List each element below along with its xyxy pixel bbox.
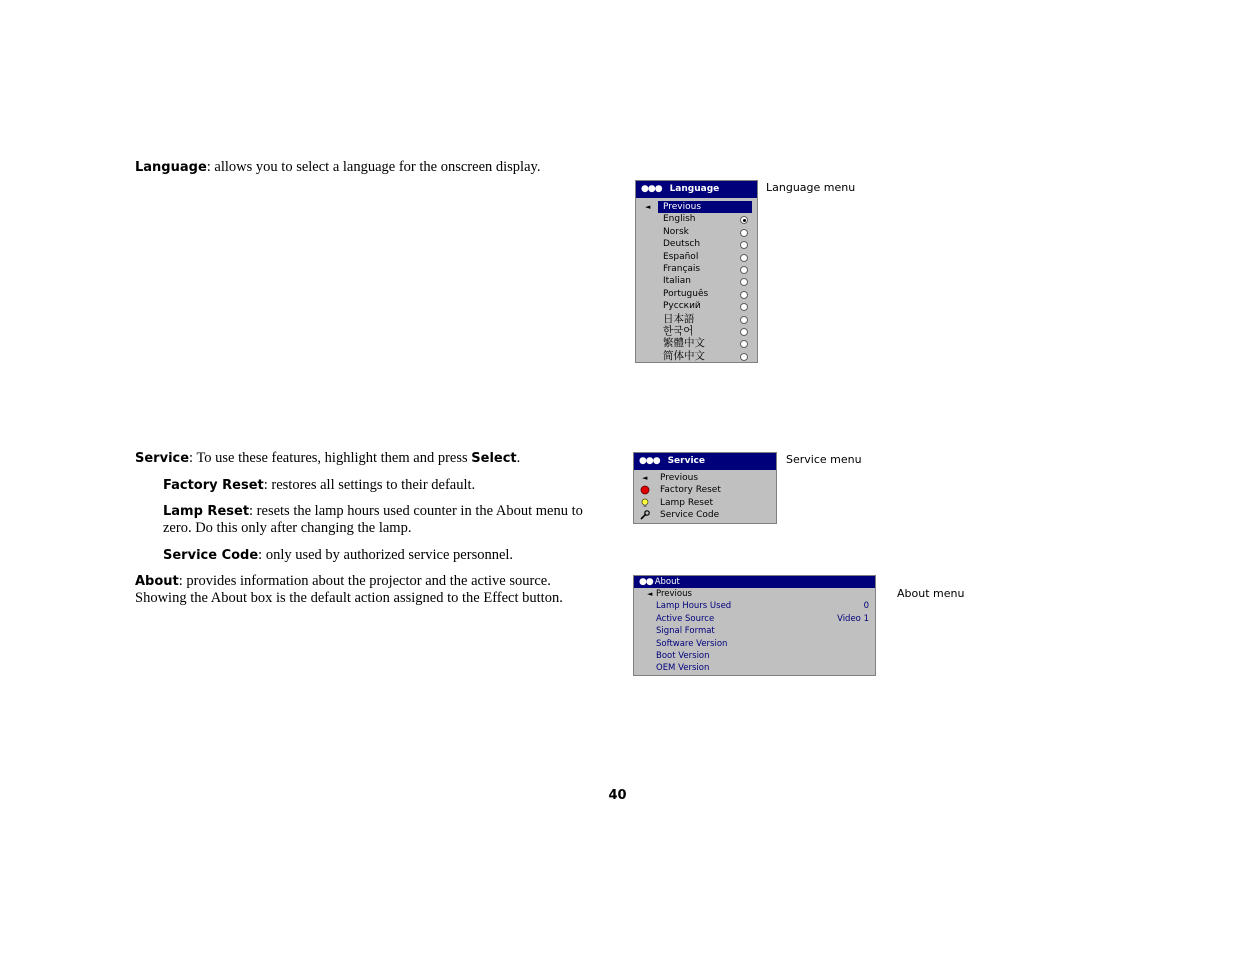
menu-dots-icon: ●●● [641,184,662,194]
menu-dots-icon: ●●● [639,456,660,466]
about-term: About [135,574,179,589]
radio-button-icon[interactable] [740,303,748,311]
about-menu-caption: About menu [897,587,965,600]
language-menu-item-label: 日本語 [663,312,695,325]
language-paragraph [135,159,605,176]
language-term: Language [135,160,207,175]
service-menu-item-lamp-reset[interactable] [634,497,776,509]
lamp-reset-desc: : resets the lamp hours used counter in the About menu to zero. Do this only after changing the lamp. [163,503,583,536]
language-menu [635,180,758,363]
service-menu-item-label: Service Code [660,510,720,521]
radio-button-icon[interactable] [740,254,748,262]
language-menu-item[interactable] [636,325,757,337]
about-row-label: Lamp Hours Used [656,601,732,612]
lamp-reset-term: Lamp Reset [163,504,250,519]
service-term: Service [135,451,190,466]
language-menu-item-label: Русский [663,301,701,312]
language-menu-item-label: English [663,214,696,225]
about-menu-row [634,600,875,612]
service-menu-item-previous[interactable] [634,472,776,484]
about-menu-list [634,600,875,674]
about-menu-title-bar [634,576,875,588]
language-desc: : allows you to select a language for the onscreen display. [206,159,541,175]
language-menu-item[interactable] [636,263,757,275]
page-number: 40 [608,788,627,803]
lightbulb-icon [640,498,650,508]
language-menu-item[interactable] [636,337,757,349]
about-menu-item-previous[interactable] [634,588,875,600]
about-menu-row [634,638,875,650]
service-menu-item-factory-reset[interactable] [634,484,776,496]
about-menu-row [634,613,875,625]
language-menu-item-label: Português [663,288,709,299]
about-row-label: OEM Version [656,663,710,674]
about-menu-row [634,625,875,637]
language-menu-item-label: Norsk [663,226,689,237]
radio-button-icon[interactable] [740,266,748,274]
language-menu-title-bar [636,181,757,198]
radio-button-icon[interactable] [740,229,748,237]
radio-button-icon[interactable] [740,216,748,224]
service-paragraph [135,450,605,467]
about-row-value: Video 1 [837,613,869,624]
language-menu-item-label: Italian [663,276,691,287]
language-menu-item[interactable] [636,213,757,225]
about-menu-item-label: Previous [656,589,692,599]
radio-button-icon[interactable] [740,291,748,299]
language-menu-item[interactable] [636,350,757,362]
radio-button-icon[interactable] [740,278,748,286]
radio-button-icon[interactable] [740,316,748,324]
language-menu-item[interactable] [636,226,757,238]
language-menu-item-label: Deutsch [663,239,701,250]
factory-reset-paragraph [163,477,603,494]
language-menu-item[interactable] [636,313,757,325]
about-row-value: 0 [863,601,869,612]
language-menu-item-label: Español [663,251,699,262]
factory-reset-desc: : restores all settings to their default. [263,477,476,493]
service-menu-item-label: Factory Reset [660,485,721,496]
about-paragraph [135,573,605,607]
service-desc-end: . [516,450,521,466]
service-code-desc: : only used by authorized service personnel. [258,547,514,563]
language-menu-item[interactable] [636,275,757,287]
service-code-paragraph [163,547,603,564]
language-menu-title: Language [669,184,720,194]
about-row-label: Software Version [656,638,728,649]
language-menu-item-label: 繁體中文 [663,337,705,350]
radio-button-icon[interactable] [740,353,748,361]
about-menu-row [634,662,875,674]
about-desc: : provides information about the projector and the active source. Showing the About box is the default action assigned to the Effect button. [135,573,563,606]
about-menu-title: About [654,577,680,587]
language-menu-item[interactable] [636,201,757,213]
wrench-icon [640,510,650,520]
back-arrow-icon: ◄ [642,474,648,482]
language-menu-list [636,201,757,362]
about-row-label: Signal Format [656,626,715,637]
radio-button-icon[interactable] [740,241,748,249]
factory-reset-term: Factory Reset [163,478,264,493]
language-menu-item-label: 한국어 [663,324,694,337]
language-menu-item-label: 简体中文 [663,349,705,362]
red-circle-icon [640,485,650,495]
about-menu-row [634,650,875,662]
language-menu-item[interactable] [636,288,757,300]
service-menu-title: Service [667,456,705,466]
radio-button-icon[interactable] [740,328,748,336]
radio-button-icon[interactable] [740,340,748,348]
language-menu-item[interactable] [636,238,757,250]
language-menu-item-label: Français [663,263,701,274]
service-desc: : To use these features, highlight them and press [189,450,472,466]
select-term: Select [471,451,517,466]
lamp-reset-paragraph [163,503,605,537]
about-menu [633,575,876,676]
menu-dots-icon: ●● [639,577,653,587]
service-menu-caption: Service menu [786,453,862,466]
service-menu [633,452,777,524]
about-row-label: Boot Version [656,650,710,661]
back-arrow-icon: ◄ [645,203,651,211]
service-code-term: Service Code [163,548,259,563]
service-menu-title-bar [634,453,776,470]
back-arrow-icon: ◄ [647,590,653,598]
language-menu-caption: Language menu [766,181,856,194]
service-menu-item-label: Lamp Reset [660,497,714,508]
language-menu-item-label: Previous [658,201,752,213]
about-row-label: Active Source [656,613,715,624]
language-menu-item[interactable] [636,251,757,263]
service-menu-item-label: Previous [660,473,699,483]
service-menu-item-service-code[interactable] [634,509,776,521]
language-menu-item[interactable] [636,300,757,312]
